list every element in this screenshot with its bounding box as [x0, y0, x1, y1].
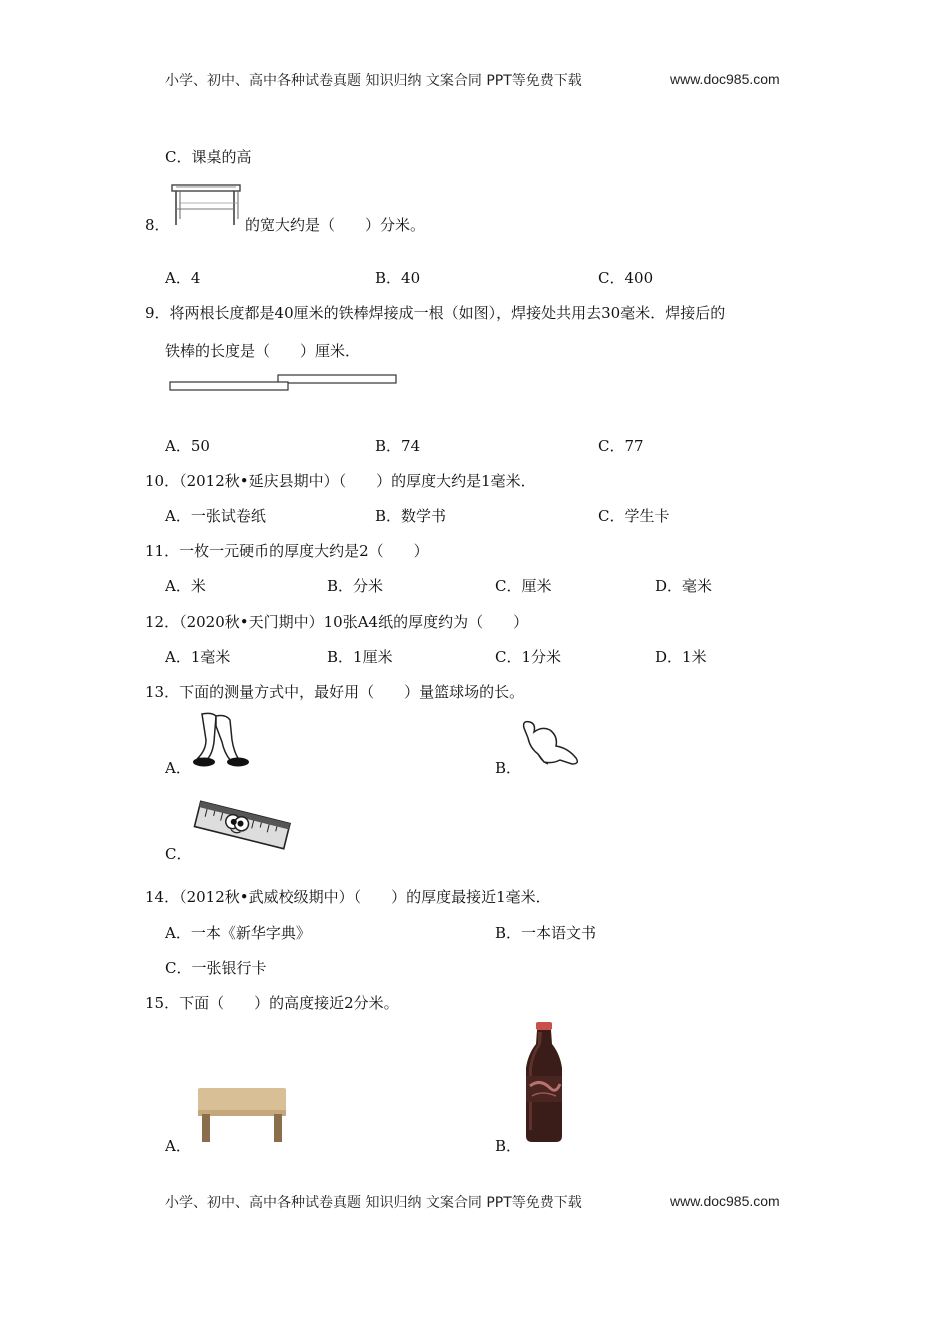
q12-option-b: B．1厘米 [327, 648, 393, 666]
q14-option-b: B．一本语文书 [495, 924, 597, 942]
q13-stem: 13．下面的测量方式中，最好用（ ）量篮球场的长。 [145, 683, 525, 701]
q14-stem: 14．（2012秋•武威校级期中）（ ）的厚度最接近1毫米． [145, 888, 551, 906]
hand-span-icon [518, 718, 584, 768]
q15-option-a: A． [165, 1137, 191, 1155]
header-text: 小学、初中、高中各种试卷真题 知识归纳 文案合同 PPT等免费下载 [165, 73, 582, 89]
q8-number: 8． [145, 216, 170, 234]
q10-option-a: A．一张试卷纸 [165, 507, 266, 525]
q12-option-c: C．1分米 [495, 648, 562, 666]
walking-legs-icon [192, 712, 252, 768]
q10-option-c: C．学生卡 [598, 507, 670, 525]
q12-option-d: D．1米 [655, 648, 707, 666]
q9-stem-line1: 9．将两根长度都是40厘米的铁棒焊接成一根（如图），焊接处共用去30毫米．焊接后的 [145, 304, 726, 322]
cola-bottle-icon [520, 1020, 568, 1144]
q10-option-b: B．数学书 [375, 507, 447, 525]
q11-stem: 11．一枚一元硬币的厚度大约是2（ ） [145, 542, 429, 560]
q8-stem: 的宽大约是（ ）分米。 [245, 216, 426, 234]
q7-option-c: C．课桌的高 [165, 148, 252, 166]
q12-option-a: A．1毫米 [165, 648, 231, 666]
header-url[interactable]: www.doc985.com [670, 71, 780, 87]
q10-stem: 10．（2012秋•延庆县期中）（ ）的厚度大约是1毫米． [145, 472, 536, 490]
q11-option-b: B．分米 [327, 577, 384, 595]
q9-option-b: B．74 [375, 437, 421, 455]
q11-option-c: C．厘米 [495, 577, 552, 595]
q15-stem: 15．下面（ ）的高度接近2分米。 [145, 994, 399, 1012]
q12-stem: 12．（2020秋•天门期中）10张A4纸的厚度约为（ ） [145, 613, 529, 631]
welded-rods-icon [168, 372, 400, 394]
q13-option-b: B． [495, 759, 522, 777]
q14-option-a: A．一本《新华字典》 [165, 924, 311, 942]
q9-stem-line2: 铁棒的长度是（ ）厘米． [165, 342, 361, 360]
desk-icon [170, 183, 242, 229]
table-icon [196, 1084, 288, 1144]
q13-option-c: C． [165, 845, 192, 863]
q13-option-a: A． [165, 759, 191, 777]
q11-option-d: D．毫米 [655, 577, 713, 595]
q14-option-c: C．一张银行卡 [165, 959, 267, 977]
q15-option-b: B． [495, 1137, 522, 1155]
q9-option-a: A．50 [165, 437, 210, 455]
q11-option-a: A．米 [165, 577, 206, 595]
ruler-icon [192, 798, 292, 856]
q8-option-c: C．400 [598, 269, 654, 287]
q9-option-c: C．77 [598, 437, 644, 455]
footer-url[interactable]: www.doc985.com [670, 1193, 780, 1209]
q8-option-a: A．4 [165, 269, 201, 287]
footer-text: 小学、初中、高中各种试卷真题 知识归纳 文案合同 PPT等免费下载 [165, 1195, 582, 1211]
q8-option-b: B．40 [375, 269, 421, 287]
